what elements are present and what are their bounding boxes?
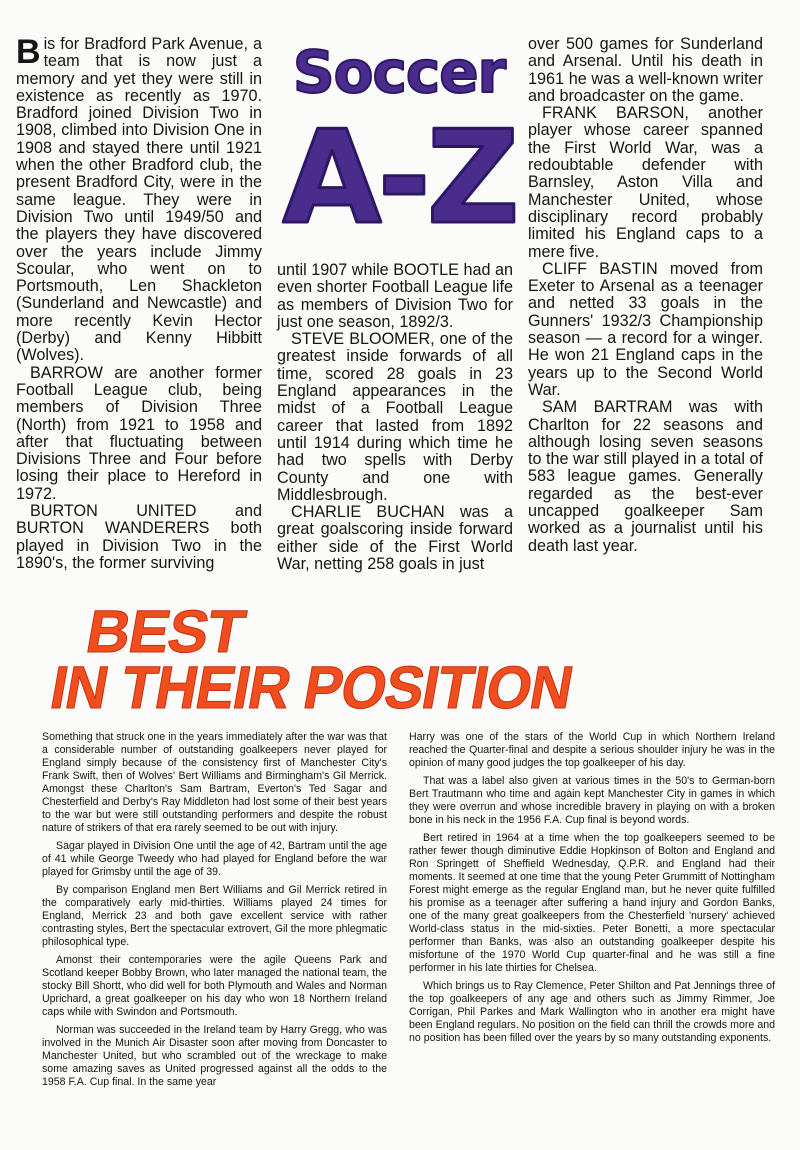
column-2-paragraph-1: until 1907 while BOOTLE had an even shorter Football League life as members of Division Two for just one season, 1892/3. [277,261,513,331]
article-paragraph: Which brings us to Ray Clemence, Peter Shilton and Pat Jennings three of the top goalkeepers of any age and others such as Jimmy Rimmer, Joe Corrigan, Phil Parkes and Mark Wallington who in another era might have been England regulars. No position on the field can thrill the crowds more and no position has been filled over the years by so many outstanding exponents. [409,980,775,1044]
article-paragraph: Harry was one of the stars of the World Cup in which Northern Ireland reached the Quarter-final and despite a serious shoulder injury he was in the opinion of many good judges the top goalkeeper of his day. [409,731,775,769]
article-headline [40,594,600,714]
article-paragraph: Sagar played in Division One until the age of 42, Bartram until the age of 41 while George Tweedy who had played for England before the war played for Grimsby until the age of 39. [42,840,387,878]
soccer-a-z-logo [280,26,518,258]
article-paragraph: Something that struck one in the years immediately after the war was that a considerable number of outstanding goalkeepers never played for England simply because of the consistency first of Manchester City's Frank Swift, then of Wolves' Bert Williams and Birmingham's Gil Merrick. Amongst these Charlton's Sam Bartram, Everton's Ted Sagar and Chesterfield and Derby's Ray Middleton had lost some of their best years to the war but were still outstanding performers and despite the robust nature of strikers of that era rarely seemed to be out with injury. [42,731,387,834]
column-1-paragraph-3: BURTON UNITED and BURTON WANDERERS both played in Division Two in the 1890's, the former surviving [16,502,262,572]
article-paragraph: By comparison England men Bert Williams and Gil Merrick retired in the comparatively early mid-thirties. Williams played 24 times for England, Merrick 23 and both gave excellent service with rather contrasting styles, Bert the spectacular extrovert, Gil the more phlegmatic philosophical type. [42,884,387,948]
article-paragraph: That was a label also given at various times in the 50's to German-born Bert Trautmann who time and again kept Manchester City in games in which they were overrun and whose incredible bravery in playing on with a broken bone in his neck in the 1956 F.A. Cup final is beyond words. [409,775,775,826]
headline-line-2: IN THEIR POSITION [45,653,600,714]
logo-line-2: A-Z [282,104,516,253]
column-1 [16,33,262,572]
column-1-paragraph-2: BARROW are another former Football League club, being members of Division Three (North) from 1921 to 1958 and after that fluctuating between Divisions Three and Four before losing their place to Hereford in 1972. [16,363,262,503]
article-paragraph: Amonst their contemporaries were the agile Queens Park and Scotland keeper Bobby Brown, who later managed the national team, the stocky Bill Shortt, who did well for both Plymouth and Wales and Norman Uprichard, a great goalkeeper on his day who won 18 Northern Ireland caps while with Swindon and Portsmouth. [42,954,387,1018]
column-3-paragraph-1: over 500 games for Sunderland and Arsenal. Until his death in 1961 he was a well-known writer and broadcaster on the game. [528,35,763,105]
article-paragraph: Norman was succeeded in the Ireland team by Harry Gregg, who was involved in the Munich Air Disaster soon after moving from Doncaster to Manchester United, but who scrambled out of the wreckage to make some amazing saves as United progressed against all the odds to the 1958 F.A. Cup final. In the same year [42,1024,387,1088]
drop-cap: B [16,33,41,71]
column-2-paragraph-2: STEVE BLOOMER, one of the greatest inside forwards of all time, scored 28 goals in 23 England appearances in the midst of a Football League career that lasted from 1892 until 1914 during which time he had two spells with Derby County and one with Middlesbrough. [277,330,513,504]
column-2 [277,262,513,573]
column-3-paragraph-4: SAM BARTRAM was with Charlton for 22 seasons and although losing seven seasons to the war still played in a total of 583 league games. Generally regarded as the best-ever uncapped goalkeeper Sam worked as a journalist until his death last year. [528,398,763,555]
article-column-left [42,731,387,1094]
column-1-paragraph-1: Bis for Bradford Park Avenue, a team that is now just a memory and yet they were still in existence as recently as 1970. Bradford joined Division Two in 1908, climbed into Division One in 1908 and stayed there until 1921 when the other Bradford club, the present Bradford City, were in the same league. They were in Division Two until 1949/50 and the players they have discovered over the years include Jimmy Scoular, who went on to Portsmouth, Len Shackleton (Sunderland and Newcastle) and more recently Kevin Hector (Derby) and Kenny Hibbitt (Wolves). [16,33,262,365]
article-paragraph: Bert retired in 1964 at a time when the top goalkeepers seemed to be rather fewer though diminutive Eddie Hopkinson of Bolton and England and Ron Springett of Sheffield Wednesday, Q.P.R. and England had their moments. It seemed at one time that the young Peter Grummitt of Nottingham Forest might emerge as the regular England man, but he never quite fulfilled his promise as a teenager after suffering a hand injury and Gordon Banks, one of the many great goalkeepers from the Chesterfield 'nursery' achieved World-class status in the mid-sixties. Peter Bonetti, a more spectacular performer than Banks, was also an outstanding goalkeeper despite his misfortune of the 1970 World Cup quarter-final and he was still a fine performer in his late thirties for Chelsea. [409,832,775,974]
article-column-right [409,731,775,1050]
headline-line-1: BEST [81,597,250,665]
column-2-paragraph-3: CHARLIE BUCHAN was a great goalscoring inside forward either side of the First World War, netting 258 goals in just [277,503,513,574]
column-3 [528,36,763,555]
logo-line-1: Soccer [292,38,506,106]
column-3-paragraph-3: CLIFF BASTIN moved from Exeter to Arsenal as a teenager and netted 33 goals in the Gunners' 1932/3 Championship season — a record for a winger. He won 21 England caps in the years up to the Second World War. [528,259,763,399]
column-3-paragraph-2: FRANK BARSON, another player whose career spanned the First World War, was a redoubtable defender with Barnsley, Aston Villa and Manchester United, whose disciplinary record probably limited his England caps to a mere five. [528,104,763,261]
